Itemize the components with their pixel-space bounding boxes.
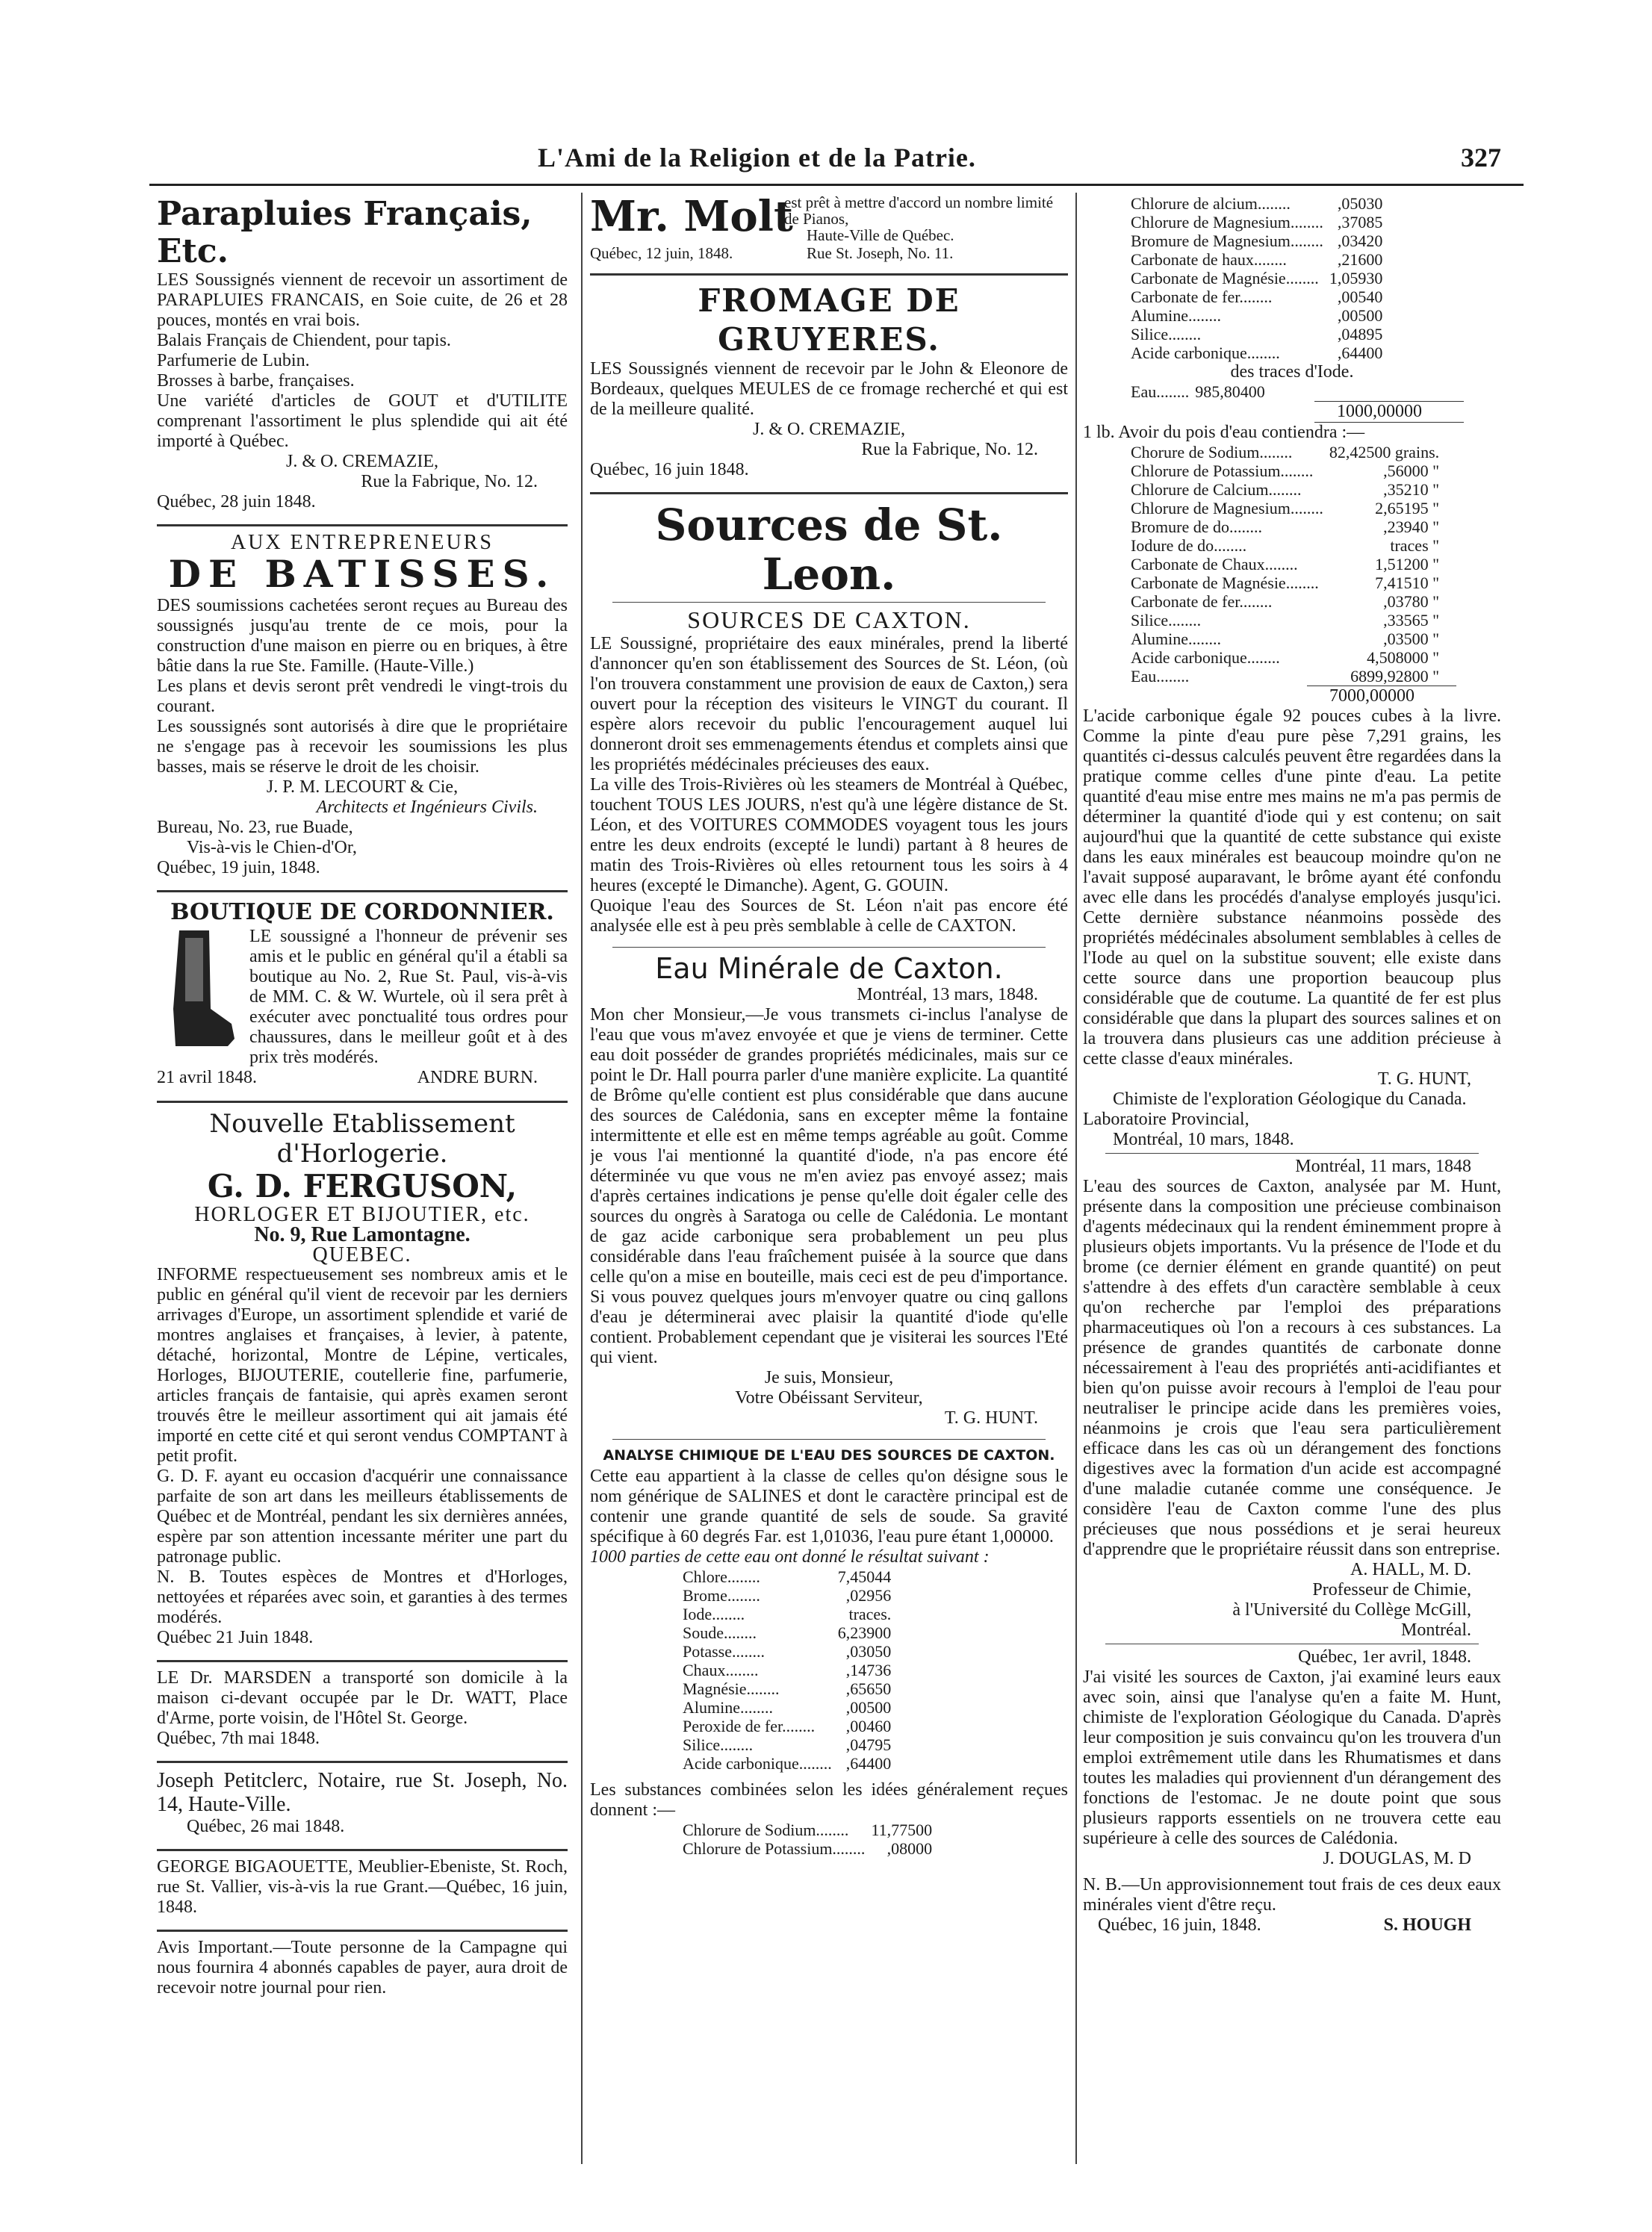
table-total: 7000,00000 bbox=[1329, 686, 1415, 706]
ad-date: Québec, 7th mai 1848. bbox=[157, 1729, 320, 1748]
row-label: Iodure de do........ bbox=[1131, 536, 1247, 555]
eau-row bbox=[1128, 382, 1268, 401]
table-row bbox=[680, 1821, 935, 1839]
row-label: Iode........ bbox=[683, 1605, 745, 1623]
ad-body: Les plans et devis seront prêt vendredi le vingt-trois du courant. bbox=[157, 677, 568, 716]
row-label: Silice........ bbox=[1131, 325, 1202, 343]
analysis-table bbox=[680, 1567, 894, 1773]
table-row bbox=[1128, 213, 1385, 231]
ad-address: Rue St. Joseph, No. 11. bbox=[807, 244, 954, 262]
table-row bbox=[680, 1642, 894, 1661]
table-total: 1000,00000 bbox=[1337, 402, 1422, 421]
article-closing: Je suis, Monsieur, bbox=[764, 1368, 894, 1387]
table-row bbox=[680, 1661, 894, 1679]
table-row bbox=[1128, 443, 1442, 461]
ad-marsden bbox=[157, 1667, 568, 1756]
article-date: Québec, 16 juin, 1848. bbox=[1098, 1915, 1261, 1935]
row-label: Carbonate de haux........ bbox=[1131, 250, 1287, 269]
signature-city: Montréal. bbox=[1401, 1620, 1471, 1640]
ad-subheading: SOURCES DE CAXTON. bbox=[687, 606, 971, 633]
ornament-rule bbox=[612, 602, 1046, 603]
row-label: Alumine........ bbox=[683, 1698, 773, 1717]
row-value: ,35210 " bbox=[1383, 480, 1440, 499]
ad-separator bbox=[157, 1101, 568, 1103]
ad-signature: J. & O. CREMAZIE, bbox=[286, 452, 438, 471]
row-label: Carbonate de Chaux........ bbox=[1131, 555, 1298, 573]
ad-address: Rue la Fabrique, No. 12. bbox=[361, 472, 538, 491]
row-label: Chlore........ bbox=[683, 1567, 760, 1586]
row-label: Acide carbonique........ bbox=[1131, 648, 1280, 667]
ad-body: Joseph Petitclerc, Notaire, rue St. Joseph, No. 14, Haute-Ville. bbox=[157, 1769, 568, 1816]
ad-line: Balais Français de Chiendent, pour tapis. bbox=[157, 331, 451, 350]
ad-body: LES Soussignés viennent de recevoir par le John & Eleonore de Bordeaux, quelques MEULES de ce fromage recherché et qui est de la meilleure qualité. bbox=[590, 359, 1068, 419]
row-label: Eau........ bbox=[1131, 667, 1190, 686]
ad-date: Québec, 19 juin, 1848. bbox=[157, 858, 320, 877]
column-2 bbox=[590, 194, 1068, 2151]
row-value: ,65650 bbox=[845, 1679, 892, 1698]
table-row bbox=[1128, 306, 1385, 325]
row-value: traces " bbox=[1390, 536, 1440, 555]
article-eau-minerale bbox=[590, 951, 1068, 1436]
ad-separator bbox=[157, 524, 568, 526]
row-value: ,03420 bbox=[1337, 231, 1383, 250]
ad-date: 21 avril 1848. bbox=[157, 1068, 257, 1087]
row-value: 6,23900 bbox=[837, 1623, 892, 1642]
row-value: ,02956 bbox=[845, 1586, 892, 1605]
ad-heading: Nouvelle Etablissement d'Horlogerie. bbox=[209, 1109, 515, 1169]
table-row bbox=[1128, 573, 1442, 592]
ad-petitclerc bbox=[157, 1768, 568, 1844]
article-closing: Votre Obéissant Serviteur, bbox=[735, 1388, 923, 1408]
row-label: Alumine........ bbox=[1131, 306, 1221, 325]
row-value: 985,80400 bbox=[1195, 382, 1265, 401]
ad-body: LE Soussigné, propriétaire des eaux minérales, prend la liberté d'annoncer qu'en son établissement des Sources de St. Léon, (où l'on trouvera constamment une provision de eaux de Caxton,) sera ouvert pour la réception des visiteurs le VINGT du courant. Il espère alors recevoir du public l'encouragement auquel lui donneront droit ses emmenagements étendus et complets ainsi que les propriétés médécinales précieuses des eaux. bbox=[590, 634, 1068, 774]
table-row bbox=[1128, 461, 1442, 480]
table-row bbox=[1128, 194, 1385, 213]
ad-heading: DE BATISSES. bbox=[168, 552, 556, 596]
row-value: ,21600 bbox=[1337, 250, 1383, 269]
article-heading: ANALYSE CHIMIQUE DE L'EAU DES SOURCES DE CAXTON. bbox=[603, 1447, 1055, 1464]
table-row bbox=[680, 1717, 894, 1735]
ad-body: LE Dr. MARSDEN a transporté son domicile à la maison ci-devant occupée par le Dr. WATT, Place d'Arme, porte voisin, de l'Hôtel St. George. bbox=[157, 1668, 568, 1728]
article-dateline: Montréal, 11 mars, 1848 bbox=[1295, 1157, 1471, 1176]
article-heading: Eau Minérale de Caxton. bbox=[655, 952, 1003, 985]
table-row bbox=[1128, 382, 1268, 401]
ad-date: Québec 21 Juin 1848. bbox=[157, 1628, 314, 1647]
row-value: 1,51200 " bbox=[1375, 555, 1440, 573]
row-value: ,03780 " bbox=[1383, 592, 1440, 611]
ad-separator bbox=[612, 1439, 1046, 1440]
ad-body: La ville des Trois-Rivières où les steamers de Montréal à Québec, touchent TOUS LES JOURS, n'est qu'à une légère distance de St. Léon, et des VOITURES COMMODES voyagent tous les jours entre les deux endroits (excepté le lundi) partant à 8 heures de matin des Trois-Rivières où elles retournent tous les soirs à 4 heures (excepté le Dimanche). Agent, G. GOUIN. bbox=[590, 775, 1068, 895]
ad-body: INFORME respectueusement ses nombreux amis et le public en général qu'il vient de recevoir par les derniers arrivages d'Europe, un assortiment splendide et varié de montres anglaises et françaises, à levier, à patente, détaché, horizontal, Montre de Lépine, verticales, Horloges, BIJOUTERIE, coutellerie fine, parfumerie, articles français de fantaisie, qui après examen seront trouvés être le meilleur assortiment qui ait jamais été importé en cette cité et qui seront vendus COMPTANT à petit profit. bbox=[157, 1265, 568, 1466]
table-row bbox=[1128, 269, 1385, 287]
table-row bbox=[680, 1623, 894, 1642]
row-label: Chlorure de Calcium........ bbox=[1131, 480, 1302, 499]
ad-separator bbox=[157, 890, 568, 892]
row-label: Chlorure de Potassium........ bbox=[1131, 461, 1314, 480]
row-label: Chlorure de Magnesium........ bbox=[1131, 213, 1323, 231]
ad-separator bbox=[157, 1930, 568, 1932]
article-body: 1000 parties de cette eau ont donné le résultat suivant : bbox=[590, 1547, 990, 1567]
ad-separator bbox=[590, 492, 1068, 494]
row-value: 2,65195 " bbox=[1375, 499, 1440, 517]
ad-separator bbox=[157, 1660, 568, 1662]
ad-parapluies bbox=[157, 194, 568, 520]
signature-lab: Laboratoire Provincial, bbox=[1083, 1110, 1249, 1129]
article-signature: T. G. HUNT. bbox=[944, 1408, 1038, 1428]
article-footer bbox=[1083, 1915, 1501, 1938]
row-value: ,04795 bbox=[845, 1735, 892, 1754]
ad-line: Une variété d'articles de GOUT et d'UTILITE comprenant l'assortiment le plus splendide qui ait été importé à Québec. bbox=[157, 391, 568, 451]
table-row bbox=[1128, 325, 1385, 343]
table-row bbox=[680, 1586, 894, 1605]
signature-title: à l'Université du Collège McGill, bbox=[1232, 1600, 1471, 1620]
row-value: ,00500 bbox=[845, 1698, 892, 1717]
row-label: Chlorure de Potassium........ bbox=[683, 1839, 866, 1858]
ad-separator bbox=[612, 947, 1046, 948]
row-label: Carbonate de fer........ bbox=[1131, 592, 1273, 611]
row-value: ,23940 " bbox=[1383, 517, 1440, 536]
table-row bbox=[680, 1698, 894, 1717]
column-divider bbox=[581, 193, 583, 2164]
ad-address: Rue la Fabrique, No. 12. bbox=[861, 440, 1038, 459]
ad-line: Parfumerie de Lubin. bbox=[157, 351, 310, 370]
ad-body: Quoique l'eau des Sources de St. Léon n'ait pas encore été analysée elle est à peu près semblable à celle de CAXTON. bbox=[590, 896, 1068, 936]
ad-body: GEORGE BIGAOUETTE, Meublier-Ebeniste, St. Roch, rue St. Vallier, vis-à-vis la rue Grant.—Québec, 16 juin, 1848. bbox=[157, 1857, 568, 1917]
ad-address: No. 9, Rue Lamontagne. bbox=[254, 1223, 471, 1246]
table-row bbox=[1128, 592, 1442, 611]
table-row bbox=[680, 1605, 894, 1623]
boot-illustration bbox=[157, 927, 239, 1054]
ad-signature: J. P. M. LECOURT & Cie, bbox=[266, 777, 459, 797]
ad-signature: J. & O. CREMAZIE, bbox=[753, 420, 905, 439]
page-number: 327 bbox=[1461, 143, 1501, 172]
ad-separator bbox=[157, 1849, 568, 1851]
row-label: Brome........ bbox=[683, 1586, 760, 1605]
row-value: 4,508000 " bbox=[1367, 648, 1440, 667]
table-row bbox=[1128, 555, 1442, 573]
article-signature: S. HOUGH bbox=[1383, 1915, 1471, 1935]
row-value: ,00460 bbox=[845, 1717, 892, 1735]
row-value: ,37085 bbox=[1337, 213, 1383, 231]
ad-body: N. B. Toutes espèces de Montres et d'Horloges, nettoyées et réparées avec soin, et garanties à des termes modérés. bbox=[157, 1567, 568, 1627]
table-row bbox=[1128, 287, 1385, 306]
lb-intro: 1 lb. Avoir du pois d'eau contiendra :— bbox=[1083, 423, 1365, 442]
row-value: 82,42500 grains. bbox=[1329, 443, 1440, 461]
ad-body: LE soussigné a l'honneur de prévenir ses amis et le public en général qu'il a établi sa boutique au No. 2, Rue St. Paul, vis-à-vis de MM. C. & W. Wurtele, où il sera prêt à exécuter avec ponctualité tous ordres pour chaussures, dans le meilleur goût et à des prix très modérés. bbox=[249, 927, 568, 1067]
row-label: Chaux........ bbox=[683, 1661, 759, 1679]
ad-heading: Sources de St. Leon. bbox=[655, 500, 1003, 600]
row-label: Silice........ bbox=[683, 1735, 754, 1754]
analysis-table-lb bbox=[1128, 443, 1442, 686]
row-label: Bromure de do........ bbox=[1131, 517, 1262, 536]
ad-signature-title: Architects et Ingénieurs Civils. bbox=[316, 798, 538, 817]
ad-sources bbox=[590, 499, 1068, 944]
article-signature: T. G. HUNT, bbox=[1377, 1069, 1471, 1089]
row-value: ,14736 bbox=[845, 1661, 892, 1679]
article-signature: J. DOUGLAS, M. D bbox=[1323, 1849, 1471, 1868]
row-label: Silice........ bbox=[1131, 611, 1202, 630]
row-label: Carbonate de Magnésie........ bbox=[1131, 269, 1319, 287]
table-row bbox=[1128, 667, 1442, 686]
article-body: Cette eau appartient à la classe de celles qu'on désigne sous le nom générique de SALINES et dont le caractère principal est de contenir une grande quantité de sels de soude. Sa gravité spécifique à 60 degrés Far. est 1,01036, l'eau pure étant 1,00000. bbox=[590, 1467, 1068, 1546]
ad-date: Québec, 16 juin 1848. bbox=[590, 460, 749, 479]
iodine-note: des traces d'Iode. bbox=[1230, 362, 1354, 382]
ad-horlogerie bbox=[157, 1107, 568, 1656]
row-label: Peroxide de fer........ bbox=[683, 1717, 816, 1735]
table-row bbox=[680, 1679, 894, 1698]
row-value: ,03050 bbox=[845, 1642, 892, 1661]
ad-name: G. D. FERGUSON, bbox=[207, 1168, 518, 1204]
article-body: Les substances combinées selon les idées généralement reçues donnent :— bbox=[590, 1780, 1068, 1820]
ad-body: DES soumissions cachetées seront reçues au Bureau des soussignés jusqu'au trente de ce mois, pour la construction d'une maison en pierre ou en briques, à être bâtie dans la rue Ste. Famille. (Haute-Ville.) bbox=[157, 596, 568, 676]
table-row bbox=[1128, 250, 1385, 269]
ad-date: Québec, 26 mai 1848. bbox=[187, 1817, 345, 1836]
table-row bbox=[680, 1754, 894, 1773]
row-value: ,04895 bbox=[1337, 325, 1383, 343]
table-row bbox=[1128, 480, 1442, 499]
ad-kicker: AUX ENTREPRENEURS bbox=[230, 531, 494, 554]
ad-body: G. D. F. ayant eu occasion d'acquérir une connaissance parfaite de son art dans les meilleurs établissements de Québec et de Montréal, pendant les six dernières années, espère par son attention incessante mériter une part du patronage public. bbox=[157, 1467, 568, 1567]
row-value: ,33565 " bbox=[1383, 611, 1440, 630]
table-row bbox=[680, 1735, 894, 1754]
table-row bbox=[1128, 343, 1385, 362]
article-dateline: Québec, 1er avril, 1848. bbox=[1298, 1647, 1471, 1667]
row-label: Carbonate de Magnésie........ bbox=[1131, 573, 1319, 592]
column-divider bbox=[1075, 193, 1077, 2164]
row-label: Carbonate de fer........ bbox=[1131, 287, 1273, 306]
row-value: ,64400 bbox=[845, 1754, 892, 1773]
article-body: Mon cher Monsieur,—Je vous transmets ci-inclus l'analyse de l'eau que vous m'avez envoyée et que je viens de terminer. Cette eau doit posséder de grandes propriétés médicinales, mais sur ce point le Dr. Hall pourra parler d'une manière explicite. La quantité de Brôme qu'elle contient est plus considérable que dans aucune des sources de Calédonia, sans en excepter même la fontaine intermittente et elle est en même temps agréable au goût. Comme je vous l'ai mentionné la quantité d'iode, n'a pas encore été déterminée vu que vous ne m'en aviez pas envoyé assez; mais d'après certaines indications je pense qu'elle doit égaler celle des sources du ongrès à Saratoga ou celle de Calédonia. Le montant de gaz acide carbonique sera probablement un peu plus considérable dans l'eau fraîchement puisée à la source que dans celle qu'on a mise en bouteille, mais ceci est de peu d'importance. Si vous pouvez quelques jours m'envoyer quatre ou cinq gallons d'eau je déterminerai avec plaisir la quantité d'iode qu'elle contient. Probablement cependant que je visiterai les sources l'Eté qui vient. bbox=[590, 1005, 1068, 1367]
ad-heading: Parapluies Français, Etc. bbox=[157, 195, 532, 270]
ad-line: Brosses à barbe, françaises. bbox=[157, 371, 355, 391]
table-row bbox=[1128, 648, 1442, 667]
ad-address: Haute-Ville de Québec. bbox=[807, 226, 954, 244]
signature-title: Professeur de Chimie, bbox=[1312, 1580, 1471, 1600]
ad-date: Québec, 12 juin, 1848. bbox=[590, 244, 733, 262]
row-label: Eau........ bbox=[1131, 382, 1190, 401]
table-row bbox=[1128, 536, 1442, 555]
article-dateline: Montréal, 13 mars, 1848. bbox=[857, 985, 1038, 1004]
article-body: J'ai visité les sources de Caxton, j'ai examiné leurs eaux avec soin, ainsi que l'analyse qu'en a faite M. Hunt, chimiste de l'exploration Géologique du Canada. D'après leur composition je suis convaincu qu'on les trouvera d'un emploi extrêmement utile dans les Rhumatismes et dans toutes les maladies qui proviennent d'un dérangement des fonctions de l'estomac. Je ne doute point que sous plusieurs rapports essentiels on ne trouvera cette eau supérieure à celle des sources de Calédonia. bbox=[1083, 1667, 1501, 1848]
row-value: 11,77500 bbox=[871, 1821, 933, 1839]
row-label: Soude........ bbox=[683, 1623, 757, 1642]
table-row bbox=[1128, 517, 1442, 536]
row-value: ,08000 bbox=[886, 1839, 933, 1858]
article-body: L'acide carbonique égale 92 pouces cubes à la livre. Comme la pinte d'eau pure pèse 7,291 grains, les quantités ci-dessus calculés peuvent être regardées dans la pratique comme celles d'une pinte d'eau. La petite quantité d'eau mise entre mes mains ne m'a pas permis de déterminer la quantité d'iode qui y est contenu; on sait aujourd'hui que la quantité de cette substance qui existe dans les eaux minérales est beaucoup moindre qu'on ne l'avait supposé auparavant, le brôme ayant été confondu avec elle dans les procédés d'analyse employés jusqu'ici. Cette dernière substance néanmoins possède des propriétés médécinales absolument semblables à celles de l'Iode au quel on la substitue souvent; elle existe dans cette source dans une proportion beaucoup plus considérable que de coutume. La quantité de fer est plus considérable que dans la plupart des sources salines et on la trouvera dans plusieurs cas une addition précieuse à cette classe d'eaux minérales. bbox=[1083, 706, 1501, 1069]
article-date: Montréal, 10 mars, 1848. bbox=[1113, 1130, 1294, 1149]
ad-separator bbox=[1105, 1153, 1479, 1154]
table-row bbox=[1128, 231, 1385, 250]
article-signature: A. HALL, M. D. bbox=[1350, 1560, 1471, 1579]
row-value: 7,41510 " bbox=[1375, 573, 1440, 592]
article-body: L'eau des sources de Caxton, analysée par M. Hunt, présente dans la composition une précieuse combinaison d'agents médecinaux qui la rendent éminemment propre à plusieurs objets importants. Vu la présence de l'Iode et du brome (ce dernier élément en grande quantité) on peut s'attendre à des effets d'un caractère semblable à ceux qu'on recherche par l'emploi des préparations pharmaceutiques où l'on a recours à ces substances. La présence de grandes quantités de carbonate donne nécessairement à l'eau des propriétés anti-acidifiantes et bien qu'on puisse avoir recours à l'emploi de l'eau pour neutraliser le principe acide dans les premières voies, néanmoins je crois que l'eau sera particulièrement efficace dans les cas où un dérangement des fonctions digestives avec la formation d'un acide est accompagné d'une maladie cutanée comme une conséquence. Je considère l'eau de Caxton comme l'une des plus précieuses que nous possédions et je serai heureux d'apprendre que le propriétaire réussit dans son entreprise. bbox=[1083, 1177, 1501, 1559]
ad-boutique bbox=[157, 897, 568, 1096]
row-value: 6899,92800 " bbox=[1350, 667, 1440, 686]
row-label: Chlorure de Sodium........ bbox=[683, 1821, 849, 1839]
ad-trade: HORLOGER ET BIJOUTIER, etc. bbox=[194, 1203, 530, 1226]
row-label: Acide carbonique........ bbox=[1131, 343, 1280, 362]
ad-bigaouette bbox=[157, 1856, 568, 1925]
table-row bbox=[1128, 499, 1442, 517]
article-note: N. B.—Un approvisionnement tout frais de ces deux eaux minérales vient d'être reçu. bbox=[1083, 1875, 1501, 1915]
ad-heading: Mr. Molt bbox=[590, 194, 793, 241]
row-value: 1,05930 bbox=[1329, 269, 1383, 287]
row-value: ,00500 bbox=[1337, 306, 1383, 325]
ad-address: Vis-à-vis le Chien-d'Or, bbox=[187, 838, 357, 857]
header-rule bbox=[149, 184, 1524, 186]
ad-footer bbox=[157, 1068, 568, 1089]
row-value: 7,45044 bbox=[837, 1567, 892, 1586]
masthead-title: L'Ami de la Religion et de la Patrie. bbox=[538, 143, 976, 172]
ad-heading: FROMAGE DE GRUYERES. bbox=[698, 282, 960, 358]
row-label: Potasse........ bbox=[683, 1642, 765, 1661]
ad-city: QUEBEC. bbox=[312, 1243, 412, 1266]
ad-body: Les soussignés sont autorisés à dire que le propriétaire ne s'engage pas à recevoir les soumissions les plus basses, mais se réserve le droit de les choisir. bbox=[157, 717, 568, 777]
ad-molt bbox=[590, 194, 1068, 269]
table-row bbox=[1128, 630, 1442, 648]
table-row bbox=[1128, 611, 1442, 630]
ad-body: LES Soussignés viennent de recevoir un assortiment de PARAPLUIES FRANCAIS, en Soie cuite, de 26 et 28 pouces, montés en vrai bois. bbox=[157, 270, 568, 330]
ad-avis bbox=[157, 1936, 568, 2006]
signature-title: Chimiste de l'exploration Géologique du Canada. bbox=[1113, 1089, 1467, 1109]
ad-batisses bbox=[157, 531, 568, 886]
row-label: Alumine........ bbox=[1131, 630, 1221, 648]
ad-address: Bureau, No. 23, rue Buade, bbox=[157, 818, 353, 837]
analysis-table-2 bbox=[680, 1821, 935, 1858]
row-value: ,64400 bbox=[1337, 343, 1383, 362]
ad-fromage bbox=[590, 280, 1068, 488]
article-analyse bbox=[590, 1443, 1068, 1865]
row-value: ,03500 " bbox=[1383, 630, 1440, 648]
row-value: ,00540 bbox=[1337, 287, 1383, 306]
ad-body: Avis Important.—Toute personne de la Campagne qui nous fournira 4 abonnés capables de payer, aura droit de recevoir notre journal pour rien. bbox=[157, 1938, 568, 1998]
table-row bbox=[680, 1839, 935, 1858]
ad-separator bbox=[590, 273, 1068, 276]
row-label: Bromure de Magnesium........ bbox=[1131, 231, 1323, 250]
ad-signature: ANDRE BURN. bbox=[417, 1068, 538, 1087]
analysis-table-cont bbox=[1128, 194, 1385, 362]
row-label: Magnésie........ bbox=[683, 1679, 780, 1698]
row-label: Chorure de Sodium........ bbox=[1131, 443, 1293, 461]
row-value: traces. bbox=[848, 1605, 892, 1623]
page-header bbox=[149, 142, 1524, 179]
column-3 bbox=[1083, 194, 1501, 2151]
row-label: Acide carbonique........ bbox=[683, 1754, 832, 1773]
ad-body: est prêt à mettre d'accord un nombre limité de Pianos, bbox=[784, 194, 1054, 228]
table-row bbox=[680, 1567, 894, 1586]
column-1 bbox=[157, 194, 568, 2151]
row-label: Chlorure de alcium........ bbox=[1131, 194, 1291, 213]
ad-separator bbox=[157, 1761, 568, 1763]
ad-date: Québec, 28 juin 1848. bbox=[157, 492, 316, 512]
ad-heading: BOUTIQUE DE CORDONNIER. bbox=[170, 899, 554, 925]
row-label: Chlorure de Magnesium........ bbox=[1131, 499, 1323, 517]
row-value: ,56000 " bbox=[1383, 461, 1440, 480]
row-value: ,05030 bbox=[1337, 194, 1383, 213]
